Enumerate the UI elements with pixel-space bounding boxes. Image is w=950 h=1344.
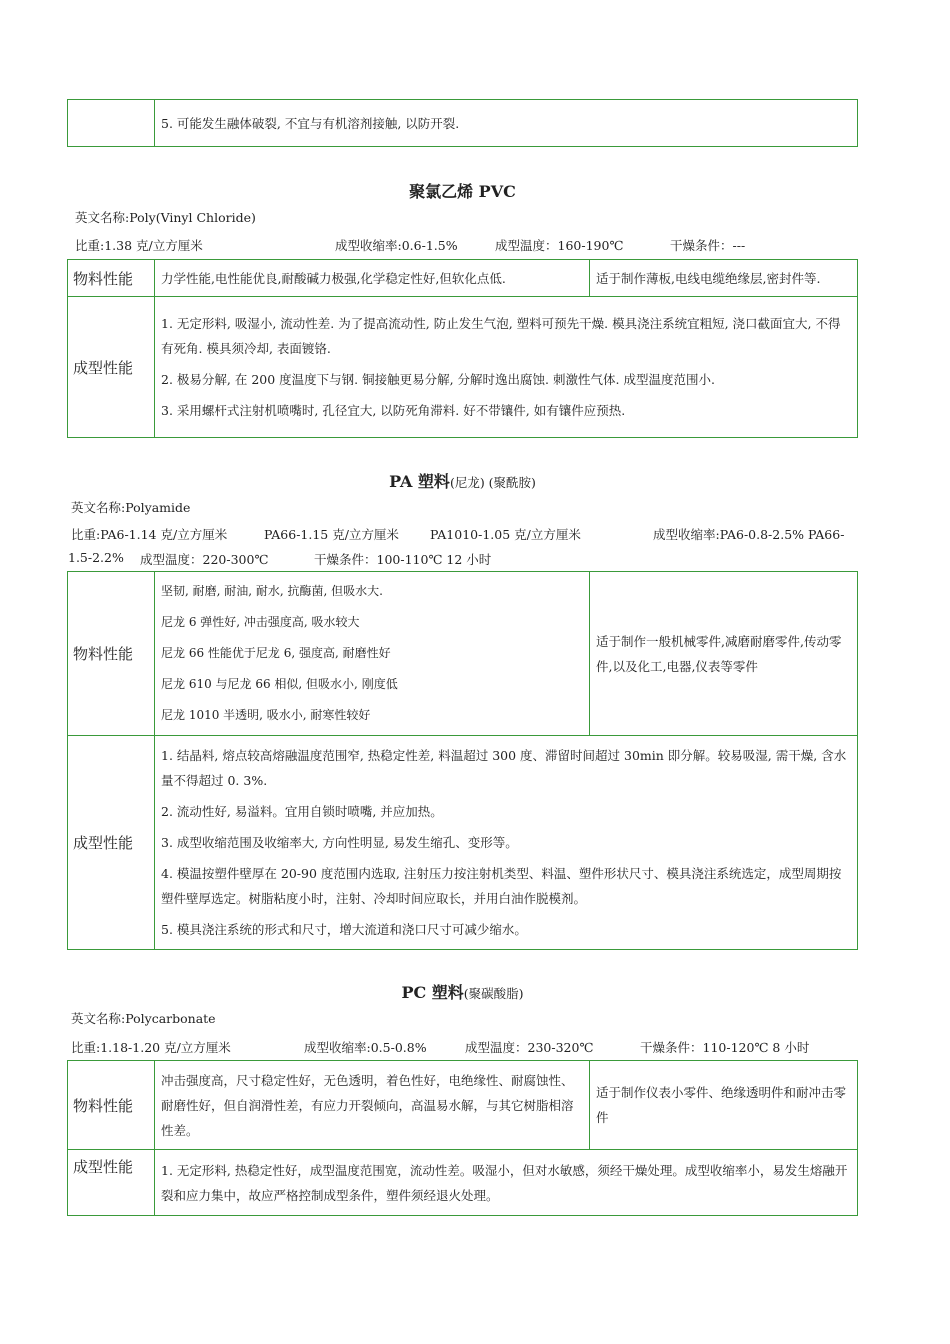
pvc-density: 比重:1.38 克/立方厘米 <box>75 238 203 253</box>
pc-spec-line <box>0 1038 950 1056</box>
pc-material-text: 冲击强度高，尺寸稳定性好，无色透明，着色性好，电绝缘性、耐腐蚀性、耐磨性好，但自润滑性差，有应力开裂倾向，高温易水解，与其它树脂相溶性差。 <box>155 1061 590 1150</box>
pa-shrink-cont: 1.5-2.2% <box>68 550 124 565</box>
pvc-use-text: 适于制作薄板,电线电缆绝缘层,密封件等. <box>590 260 858 297</box>
pc-density: 比重:1.18-1.20 克/立方厘米 <box>71 1040 231 1055</box>
pa-spec-line-2 <box>0 550 950 568</box>
pa-use-text: 适于制作一般机械零件,减磨耐磨零件,传动零件,以及化工,电器,仪表等零件 <box>590 572 858 736</box>
top-row-text: 5. 可能发生融体破裂, 不宜与有机溶剂接触, 以防开裂. <box>155 100 858 147</box>
pvc-english-name: 英文名称:Poly(Vinyl Chloride) <box>75 210 256 225</box>
pa-density-pa66: PA66-1.15 克/立方厘米 <box>264 527 399 542</box>
pa-molding-item: 4. 模温按塑件壁厚在 20-90 度范围内选取, 注射压力按注射机类型、料温、塑件形状尺寸、模具浇注系统选定，成型周期按塑件壁厚选定。树脂粘度小时，注射、冷却时间应取长，并用白油作脱模剂。 <box>161 866 842 906</box>
pvc-spec-line <box>0 236 950 254</box>
pa-material-label: 物料性能 <box>68 572 155 736</box>
pvc-molding-item: 3. 采用螺杆式注射机喷嘴时, 孔径宜大, 以防死角滞料. 好不带镶件, 如有镶件应预热. <box>161 403 626 418</box>
pc-title-line <box>0 980 925 1003</box>
pa-temp: 成型温度：220-300℃ <box>140 552 269 567</box>
pc-title-sub: (聚碳酸脂) <box>463 986 524 1001</box>
pc-title: PC 塑料 <box>401 983 464 1002</box>
pa-material-item: 尼龙 66 性能优于尼龙 6, 强度高, 耐磨性好 <box>161 646 391 660</box>
pvc-molding-label: 成型性能 <box>68 297 155 438</box>
pa-title-line <box>0 469 925 492</box>
pvc-molding-cell <box>155 297 858 438</box>
pc-table <box>67 1060 858 1216</box>
pa-english-name: 英文名称:Polyamide <box>71 500 191 515</box>
pc-shrink: 成型收缩率:0.5-0.8% <box>304 1040 427 1055</box>
pa-molding-item: 5. 模具浇注系统的形式和尺寸，增大流道和浇口尺寸可减少缩水。 <box>161 922 527 937</box>
pvc-material-text: 力学性能,电性能优良,耐酸碱力极强,化学稳定性好,但软化点低. <box>155 260 590 297</box>
pvc-temp: 成型温度：160-190℃ <box>495 238 624 253</box>
pa-table <box>67 571 858 950</box>
pa-title: PA 塑料 <box>389 472 450 491</box>
pa-molding-cell <box>155 736 858 950</box>
pvc-shrink: 成型收缩率:0.6-1.5% <box>335 238 458 253</box>
pc-material-label: 物料性能 <box>68 1061 155 1150</box>
pc-molding-text: 1. 无定形料, 热稳定性好，成型温度范围宽，流动性差。吸湿小，但对水敏感，须经干燥处理。成型收缩率小，易发生熔融开裂和应力集中，故应严格控制成型条件，塑件须经退火处理。 <box>155 1150 858 1216</box>
top-empty-cell <box>68 100 155 147</box>
pa-molding-item: 2. 流动性好, 易溢料。宜用自锁时喷嘴, 并应加热。 <box>161 804 443 819</box>
pa-material-cell <box>155 572 590 736</box>
pvc-title: 聚氯乙烯 PVC <box>409 182 516 201</box>
pa-molding-label: 成型性能 <box>68 736 155 950</box>
pa-dry: 干燥条件：100-110℃ 12 小时 <box>314 552 492 567</box>
pa-material-item: 尼龙 1010 半透明, 吸水小, 耐寒性较好 <box>161 708 371 722</box>
pc-molding-label: 成型性能 <box>68 1150 155 1216</box>
pvc-dry: 干燥条件：--- <box>670 238 746 253</box>
top-table <box>67 99 858 147</box>
pa-molding-item: 3. 成型收缩范围及收缩率大, 方向性明显, 易发生缩孔、变形等。 <box>161 835 518 850</box>
pvc-molding-item: 2. 极易分解, 在 200 度温度下与钢. 铜接触更易分解, 分解时逸出腐蚀. 刺激性气体. 成型温度范围小. <box>161 372 715 387</box>
pvc-molding-item: 1. 无定形料, 吸湿小, 流动性差. 为了提高流动性, 防止发生气泡, 塑料可预先干燥. 模具浇注系统宜粗短, 浇口截面宜大, 不得有死角. 模具须冷却, 表面镀铬. <box>161 316 841 356</box>
pa-material-item: 尼龙 6 弹性好, 冲击强度高, 吸水较大 <box>161 615 360 629</box>
pa-spec-line-1 <box>0 525 950 543</box>
pvc-table <box>67 259 858 438</box>
pa-density-pa6: 比重:PA6-1.14 克/立方厘米 <box>71 527 228 542</box>
pvc-material-label: 物料性能 <box>68 260 155 297</box>
pc-use-text: 适于制作仪表小零件、绝缘透明件和耐冲击零件 <box>590 1061 858 1150</box>
pa-material-item: 坚韧, 耐磨, 耐油, 耐水, 抗酶菌, 但吸水大. <box>161 584 383 598</box>
pa-shrink: 成型收缩率:PA6-0.8-2.5% PA66- <box>653 527 845 542</box>
pc-dry: 干燥条件：110-120℃ 8 小时 <box>640 1040 810 1055</box>
pa-title-sub: (尼龙) (聚酰胺) <box>449 475 536 490</box>
pc-temp: 成型温度：230-320℃ <box>465 1040 594 1055</box>
pc-english-name: 英文名称:Polycarbonate <box>71 1011 216 1026</box>
pa-density-pa1010: PA1010-1.05 克/立方厘米 <box>430 527 581 542</box>
pa-material-item: 尼龙 610 与尼龙 66 相似, 但吸水小, 刚度低 <box>161 677 398 691</box>
pa-molding-item: 1. 结晶料, 熔点较高熔融温度范围窄, 热稳定性差, 料温超过 300 度、滞留时间超过 30min 即分解。较易吸湿, 需干燥, 含水量不得超过 0. 3%. <box>161 748 847 788</box>
